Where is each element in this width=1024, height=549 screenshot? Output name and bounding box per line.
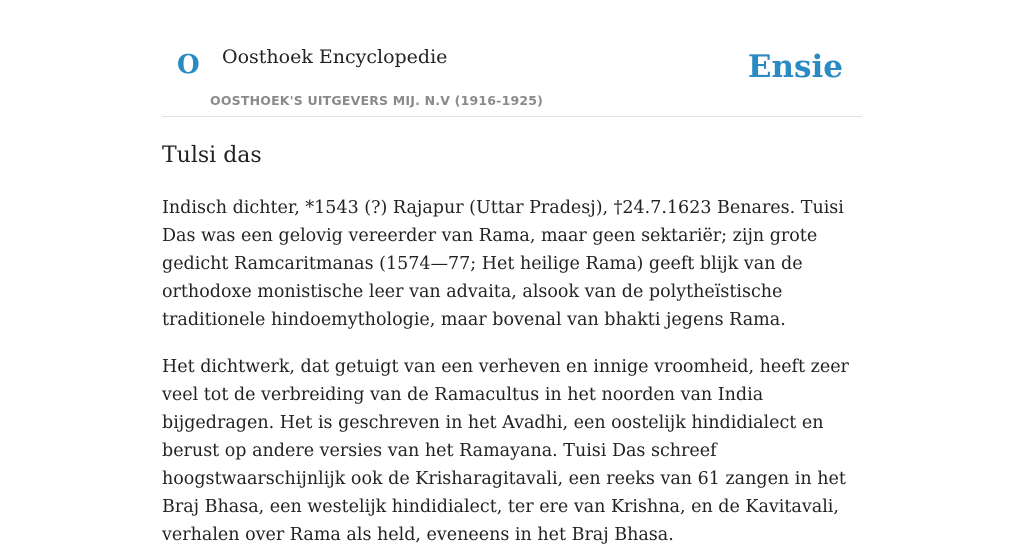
page-container xyxy=(162,0,862,549)
article-paragraph-2: Het dichtwerk, dat getuigt van een verheven en innige vroomheid, heeft zeer veel tot de verbreiding van de Ramacultus in het noorden van India bijgedragen. Het is geschreven in het Avadhi, een oostelijk hindidialect en berust op andere versies van het Ramayana. Tuisi Das schreef hoogstwaarschijnlijk ook de Krisharagitavali, een reeks van 61 zangen in het Braj Bhasa, een westelijk hindidialect, ter ere van Krishna, en de Kavitavali, verhalen over Rama als held, eveneens in het Braj Bhasa. xyxy=(162,357,849,546)
site-header xyxy=(162,0,862,117)
oosthoek-logo[interactable]: O xyxy=(177,50,200,80)
publisher-subtitle: OOSTHOEK'S UITGEVERS MIJ. N.V (1916-1925) xyxy=(210,93,544,108)
article-paragraph-1: Indisch dichter, *1543 (?) Rajapur (Uttar Pradesj), †24.7.1623 Benares. Tuisi Das was een gelovig vereerder van Rama, maar geen sektariër; zijn grote gedicht Ramcaritmanas (1574—77; Het heilige Rama) geeft blijk van de orthodoxe monistische leer van advaita, alsook van de polytheïstische traditionele hindoemythologie, maar bovenal van bhakti jegens Rama. xyxy=(162,198,844,331)
article-title: Tulsi das xyxy=(162,143,262,168)
site-title-link[interactable]: Oosthoek Encyclopedie xyxy=(222,46,448,68)
ensie-brand-logo[interactable]: Ensie xyxy=(747,49,843,85)
